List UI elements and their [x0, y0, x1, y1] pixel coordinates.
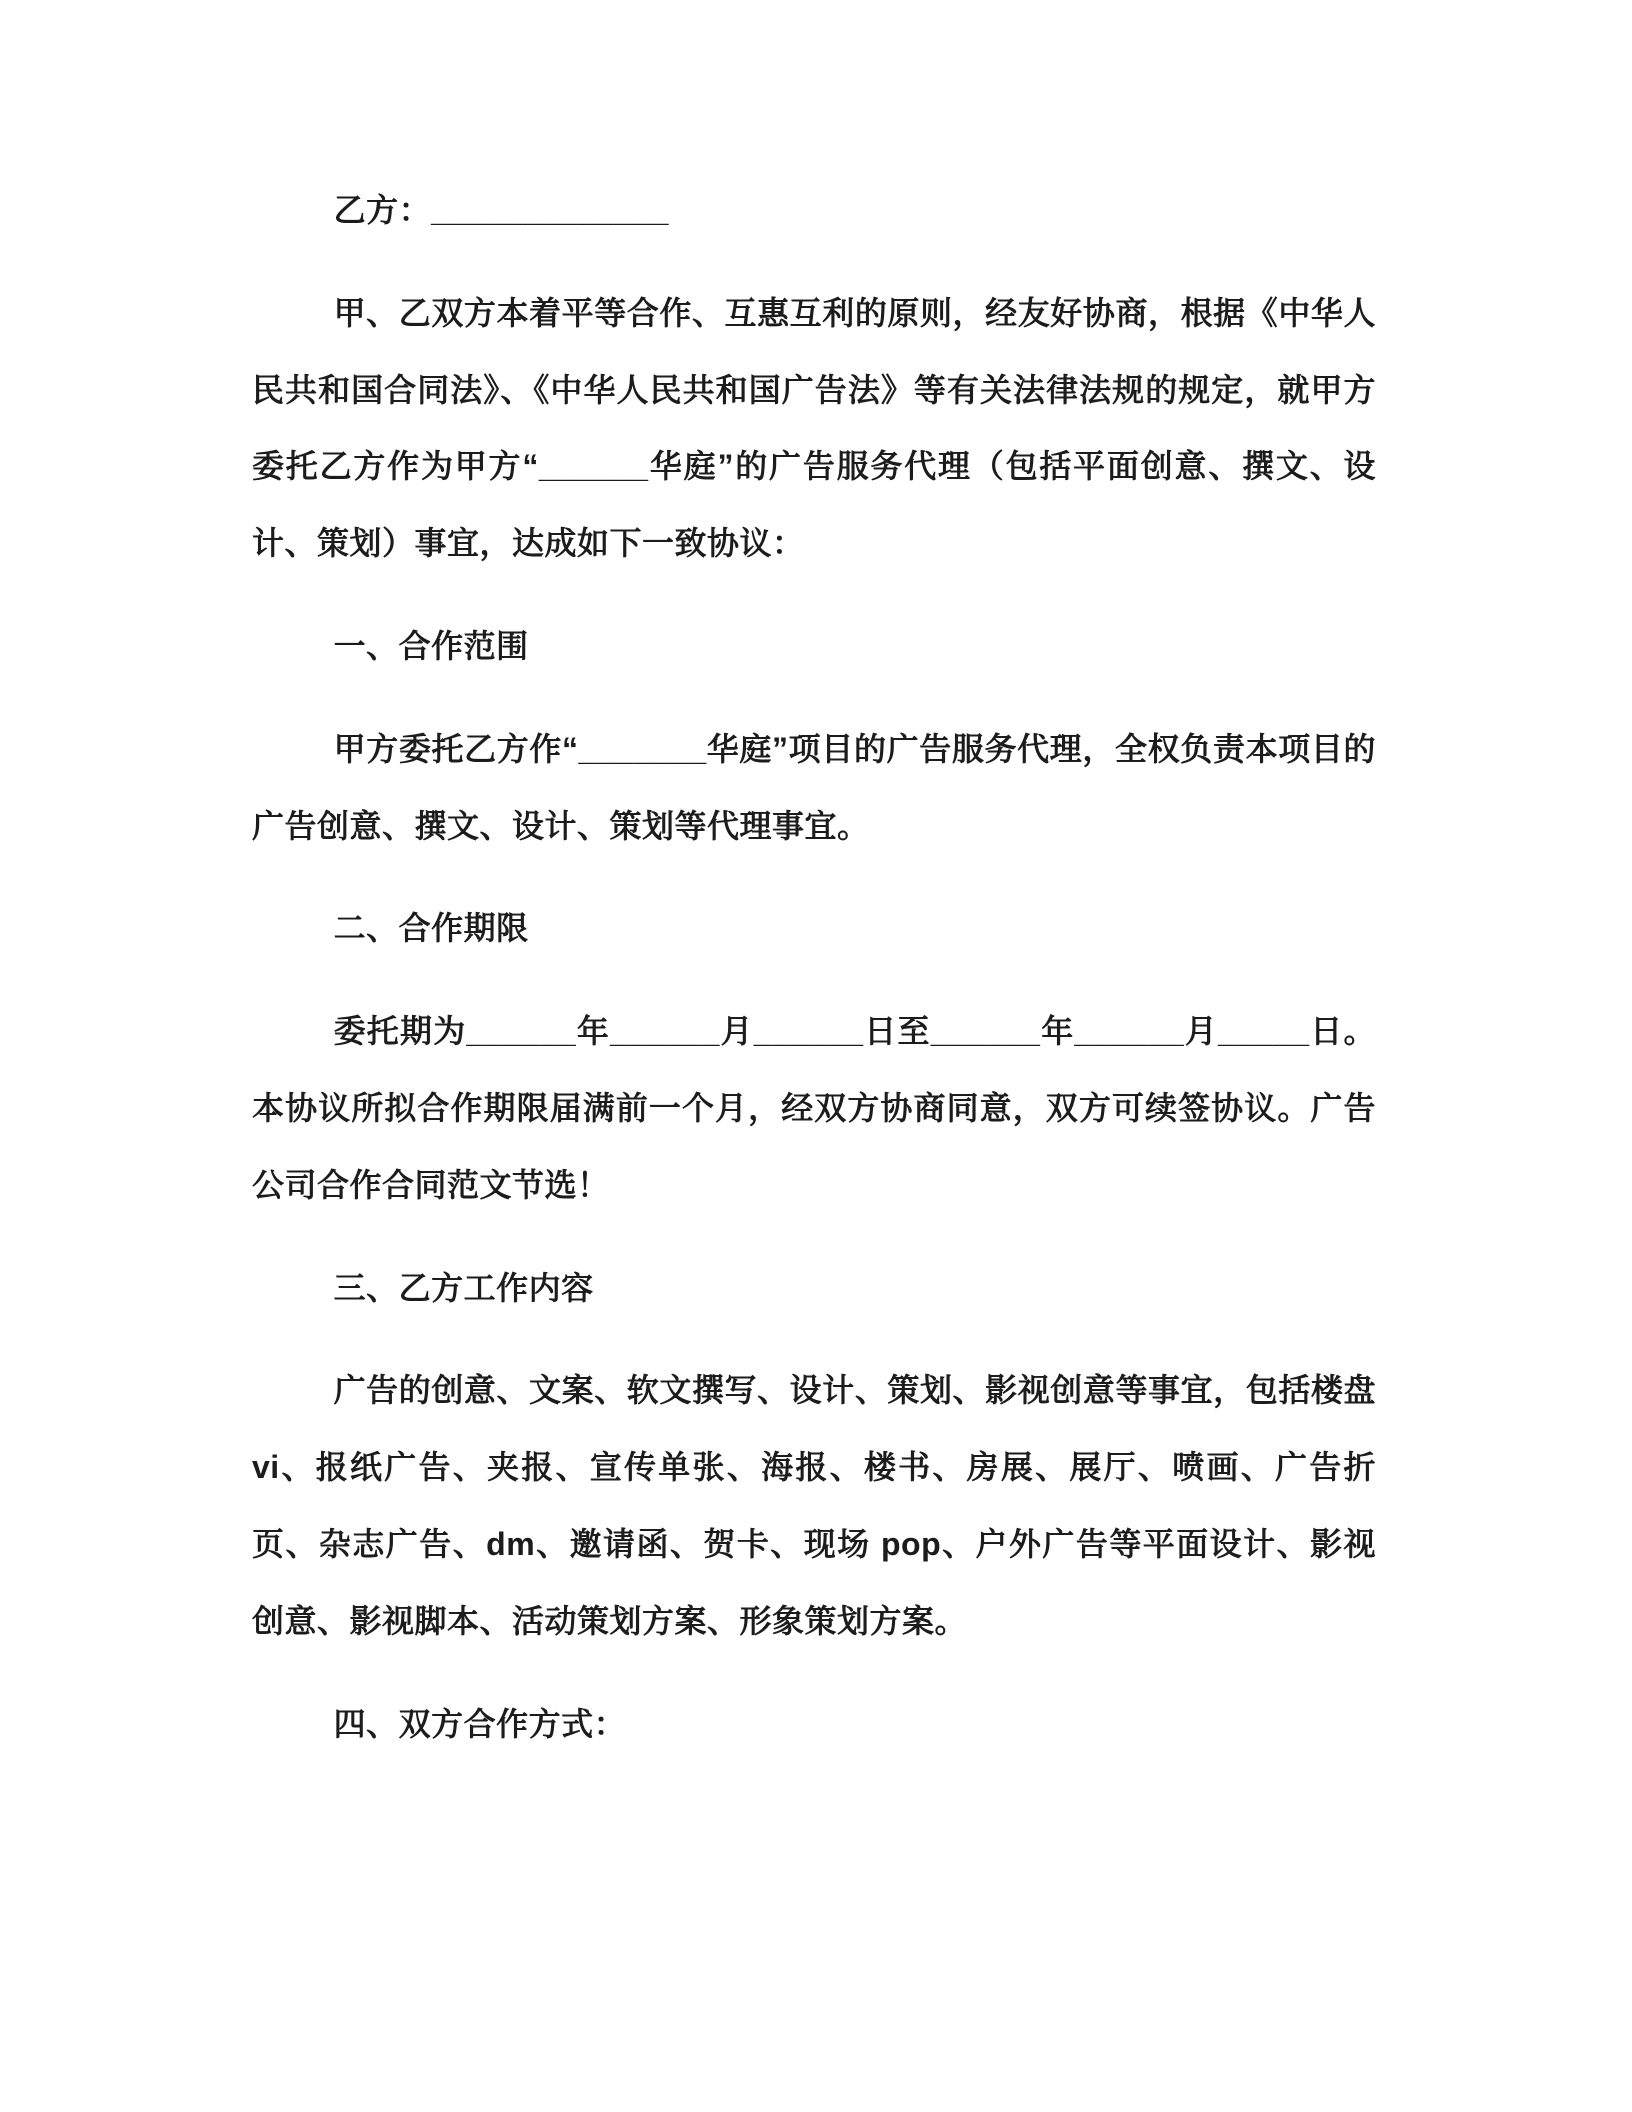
- section-1-heading: 一、合作范围: [333, 627, 529, 664]
- preamble-paragraph: 甲、乙双方本着平等合作、互惠互利的原则，经友好协商，根据《中华人民共和国合同法》、《中华人民共和国广告法》等有关法律法规的规定，就甲方委托乙方作为甲方“______华庭”的广告服务代理（包括平面创意、撰文、设计、策划）事宜，达成如下一致协议：: [252, 294, 1376, 562]
- party-b-blank-line: 乙方：_____________: [333, 192, 669, 228]
- section-3-heading: 三、乙方工作内容: [333, 1269, 594, 1306]
- section-3-paragraph: 广告的创意、文案、软文撰写、设计、策划、影视创意等事宜，包括楼盘 vi、报纸广告、夹报、宣传单张、海报、楼书、房展、展厅、喷画、广告折页、杂志广告、dm、邀请函、贺卡、现场 pop、户外广告等平面设计、影视创意、影视脚本、活动策划方案、形象策划方案。: [252, 1372, 1376, 1639]
- section-4-heading: 四、双方合作方式：: [333, 1705, 627, 1742]
- section-2-heading: 二、合作期限: [333, 910, 529, 947]
- section-2-paragraph: 委托期为______年______月______日至______年______月_____日。本协议所拟合作期限届满前一个月，经双方协商同意，双方可续签协议。广告公司合作合同范文节选！: [252, 1013, 1376, 1203]
- section-1-paragraph: 甲方委托乙方作“_______华庭”项目的广告服务代理，全权负责本项目的广告创意、撰文、设计、策划等代理事宜。: [252, 730, 1376, 844]
